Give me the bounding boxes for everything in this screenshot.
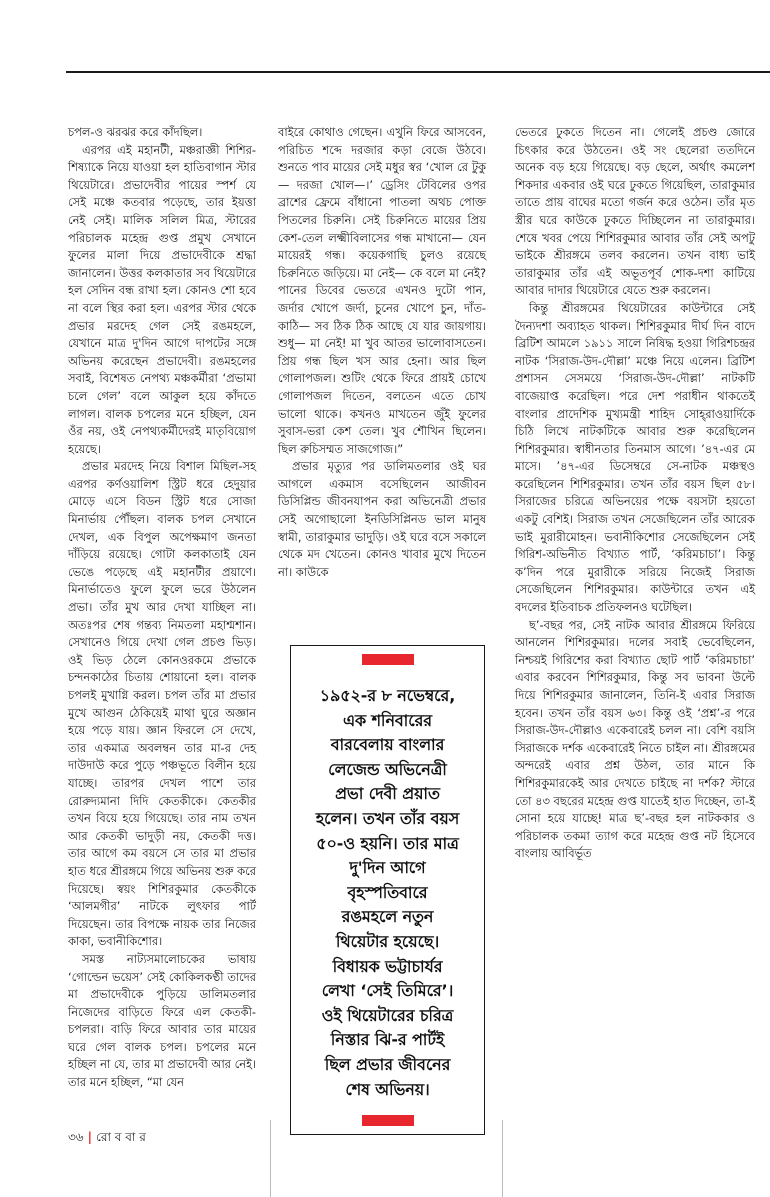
paragraph: এরপর এই মহানটী, মঞ্চরাজ্ঞী শিশির-শিষ্যাকে নিয়ে যাওয়া হল হাতিবাগান স্টার থিয়েটারে। প্রভাদেবীর পায়ের স্পর্শ যে সেই মঞ্চে কতবার পড়েছে, তার ইয়ত্তা নেই সেই। মালিক সলিল মিত্র, স্টারের পরিচালক মহেন্দ্র গুপ্ত প্রমুখ সেখানে ফুলের মালা দিয়ে প্রভাদেবীকে শ্রদ্ধা জানালেন। উত্তর কলকাতার সব থিয়েটারে হল সেদিন বন্ধ রাখা হল। কোনও শো হবে না বলে স্থির করা হল। এরপর স্টার থেকে প্রভার মরদেহ গেল সেই রঙমহলে, যেখানে মাত্র দু'দিন আগে দাপটের সঙ্গে অভিনয় করেছেন প্রভাদেবী। রঙমহলের সবাই, বিশেষত নেপথ্য মঞ্চকর্মীরা ‘প্রভামা চলে গেল’ বলে আকুল হয়ে কাঁদতে লাগল। বালক চপলের মনে হচ্ছিল, যেন ওঁর নয়, ওই নেপথ্যকর্মীদেরই মাতৃবিয়োগ হয়েছে। [68,142,256,456]
pull-quote-line: নিস্তার ঝি-র পার্টই [330,1030,445,1050]
pull-quote-text [295,684,480,1102]
pull-quote-line: বিধায়ক ভট্টাচার্যর [332,956,443,976]
pull-quote-line: ১৯৫২-র ৮ নভেম্বরে, [319,686,456,705]
pull-quote-line: হলেন। তখন তাঁর বয়স [315,808,460,828]
paragraph: কিন্তু শ্রীরঙ্গমের থিয়েটারের কাউন্টারে সেই দৈন্যদশা অব্যাহত থাকল। শিশিরকুমার দীর্ঘ দিন বাদে ব্রিটিশ আমলে ১৯১১ সালে নিষিদ্ধ হওয়া গিরিশচন্দ্রর নাটক ‘সিরাজ-উদ-দৌল্লা’ মঞ্চে নিয়ে এলেন। ব্রিটিশ প্রশাসন সেসময়ে ‘সিরাজ-উদ-দৌল্লা’ নাটকটি বাজেয়াপ্ত করেছিল। পরে দেশ পরাধীন থাকতেই বাংলার প্রাদেশিক মুখ্যমন্ত্রী শাহিদ সোহ্‌রাওয়ার্দিকে চিঠি লিখে নাটকটিকে আবার শুরু করেছিলেন শিশিরকুমার। স্বাধীনতার তিনমাস আগে। ’৪৭-এর মে মাসে। ’৪৭-এর ডিসেম্বরে সে-নাটক মঞ্চস্থও করেছিলেন শিশিরকুমার। তখন তাঁর বয়স ছিল ৫৮। সিরাজের চরিত্রে অভিনয়ের পক্ষে বয়সটা হয়তো একটু বেশিই। সিরাজ তখন সেজেছিলেন তাঁর আরেক ভাই মুরারীমোহন। ভবানীকিশোর সেজেছিলেন সেই গিরিশ-অভিনীত বিখ্যাত পার্ট, ‘করিমচাচা’। কিন্তু ক’দিন পরে মুরারীকে সরিয়ে নিজেই সিরাজ সেজেছিলেন শিশিরকুমার। কাউন্টারে তখন এই বদলের ইতিবাচক প্রতিফলনও ঘটেছিল। [515,300,755,615]
paragraph: ভেতরে ঢুকতে দিতেন না। গেলেই প্রচণ্ড জোরে চিৎকার করে উঠতেন। ওই সং ছেলেরা ততদিনে অনেক বড় হয়ে গিয়েছে। বড় ছেলে, অর্থাৎ কমলেশ শিকদার একবার ওই ঘরে ঢুকতে গিয়েছিল, তারাকুমার তাতে প্রায় বাঘের মতো গর্জন করে ওঠেন। তাঁর মৃত স্ত্রীর ঘরে কাউকে ঢুকতে দিচ্ছিলেন না তারাকুমার। শেষে খবর পেয়ে শিশিরকুমার আবার তাঁর সেই অপটু ভাইকে শ্রীরঙ্গমে তলব করলেন। তখন বাধ্য ভাই তারাকুমার তাঁর এই অভূতপূর্ব শোক-দশা কাটিয়ে আবার দাদার থিয়েটারে যেতে শুরু করলেন। [515,125,755,298]
pull-quote-bottom-accent [362,1115,414,1126]
pull-quote-line: বারবেলায় বাংলার [330,735,445,755]
pull-quote-line: বৃহস্পতিবারে [347,882,428,902]
pull-quote-line: শেষ অভিনয়। [345,1079,430,1099]
pull-quote-line: ছিল প্রভার জীবনের [324,1054,451,1074]
pull-quote-line: থিয়েটার হয়েছে। [335,931,440,951]
header-rule [66,71,770,73]
column-divider [270,1120,271,1197]
paragraph: সমস্ত নাট্যসমালোচকের ভাষায় ‘গোল্ডেন ভয়েস’ সেই কোকিলকণ্ঠী তাদের মা প্রভাদেবীকে পুড়িয়ে ডালিমতলার নিজেদের বাড়িতে ফিরে এল কেতকী-চপলরা। বাড়ি ফিরে আবার তার মায়ের ঘরে গেল বালক চপল। চপলের মনে হচ্ছিল না যে, তার মা প্রভাদেবী আর নেই। তার মনে হচ্ছিল, “মা যেন [68,951,256,1090]
paragraph: ছ’-বছর পর, সেই নাটক আবার শ্রীরঙ্গমে ফিরিয়ে আনলেন শিশিরকুমার। দলের সবাই ভেবেছিলেন, নিশ্চয়ই গিরিশের করা বিখ্যাত ছোট পার্ট ‘করিমচাচা’ এবার করবেন শিশিরকুমার, কিন্তু সব ভাবনা উল্টে দিয়ে শিশিরকুমার জানালেন, তিনি-ই এবার সিরাজ হবেন। তখন তাঁর বয়স ৬৩। কিন্তু ওই ‘প্রশ্ন’-র পরে সিরাজ-উদ-দৌল্লাও একেবারেই চলল না। বেশি বয়সি সিরাজকে দর্শক একেবারেই নিতে চাইল না। শ্রীরঙ্গমের অন্দরেই এবার প্রশ্ন উঠল, তার মানে কি শিশিরকুমারকেই আর দেখতে চাইছে না দর্শক? স্টারে তো ৪৩ বছরের মহেন্দ্র গুপ্ত যাতেই হাত দিচ্ছেন, তা-ই সোনা হয়ে যাচ্ছে! মাত্র ছ’-বছর হল নাটককার ও পরিচালক তকমা ত্যাগ করে মহেন্দ্র গুপ্ত নট হিসেবে বাংলায় আবির্ভূত [515,617,755,861]
pull-quote-line: ৫০-ও হয়নি। তার মাত্র [316,833,459,853]
pull-quote-line: দু'দিন আগে [349,858,426,878]
pull-quote-line: রঙমহলে নতুন [341,907,434,927]
pull-quote-line: লেখা ‘সেই তিমিরে’। [321,981,454,1001]
page-number: ৩৬ [68,1130,84,1144]
footer-separator: | [87,1130,92,1144]
text-column-1 [68,124,256,1092]
paragraph: বাইরে কোথাও গেছেন। এখুনি ফিরে আসবেন, পরিচিত শব্দে দরজার কড়া বেজে উঠবে। শুনতে পাব মায়ের সেই মধুর স্বর ‘খোল রে টুকু— দরজা খোল—।’ ড্রেসিং টেবিলের ওপর ব্রাশের ফ্রেমে বাঁধানো পাতলা অথচ পোক্ত পিতলের চিরুনি। সেই চিরুনিতে মায়ের প্রিয় কেশ-তেল লক্ষ্মীবিলাসের গন্ধ মাখানো— যেন মায়েরই গন্ধ। কয়েকগাছি চুলও রয়েছে চিরুনিতে জড়িয়ে। মা নেই— কে বলে মা নেই? পানের ডিবের ভেতরে এখনও দুটো পান, জর্দার খোপে জর্দা, চুনের খোপে চুন, দাঁত-কাঠি— সব ঠিক ঠিক আছে যে যার জায়গায়। শুধু— মা নেই! মা খুব আতর ভালোবাসতেন। প্রিয় গন্ধ ছিল খস আর হেনা। আর ছিল গোলাপজল। শুটিং থেকে ফিরে প্রায়ই চোখে গোলাপজল দিতেন, বলতেন এতে চোখ ভালো থাকে। কখনও মাখতেন জুঁই ফুলের সুবাস-ভরা কেশ তেল। খুব শৌখিন ছিলেন। ছিল রুচিসম্মত সাজগোজ।” [278,125,486,456]
text-column-2 [278,124,486,581]
magazine-name: রো ব বা র [96,1130,146,1144]
pull-quote-line: ওই থিয়েটারের চরিত্র [321,1005,454,1025]
pull-quote-box [290,645,485,1135]
column-divider [502,1120,503,1197]
paragraph: প্রভার মরদেহ নিয়ে বিশাল মিছিল-সহ এরপর কর্ণওয়ালিশ স্ট্রিট ধরে হেদুয়ার মোড়ে এসে বিডন স্ট্রিট ধরে সোজা মিনার্ভায় পৌঁছল। বালক চপল সেখানে দেখল, এক বিপুল অপেক্ষমাণ জনতা দাঁড়িয়ে রয়েছে। গোটা কলকাতাই যেন ভেঙে পড়েছে এই মহানটীর প্রয়াণে। মিনার্ভাতেও ফুলে ফুলে ভরে উঠলেন প্রভা। তাঁর মুখ আর দেখা যাচ্ছিল না। অতঃপর শেষ গন্তব্য নিমতলা মহাশ্মশান। সেখানেও গিয়ে দেখা গেল প্রচণ্ড ভিড়। ওই ভিড় ঠেলে কোনওরকমে প্রভাকে চন্দনকাঠের চিতায় শোয়ানো হল। বালক চপলই মুখাগ্নি করল। চপল তাঁর মা প্রভার মুখে আগুন ঠেকিয়েই মাথা ঘুরে অজ্ঞান হয়ে পড়ে যায়। জ্ঞান ফিরলে সে দেখে, তার একমাত্র অবলম্বন তার মা-র দেহ দাউদাউ করে পুড়ে পঞ্চভূতে বিলীন হয়ে যাচ্ছে। তারপর দেখল পাশে তার রোরুদ্যমানা দিদি কেতকীকে। কেতকীর তখন বিয়ে হয়ে গিয়েছে। তার নাম তখন আর কেতকী ভাদুড়ী নয়, কেতকী দত্ত। তার আগে কম বয়সে সে তার মা প্রভার হাত ধরে শ্রীরঙ্গমে গিয়ে অভিনয় শুরু করে দিয়েছে। স্বয়ং শিশিরকুমার কেতকীকে ‘আলমগীর’ নাটকে লুৎফার পার্ট দিয়েছেন। তার বিপক্ষে নায়ক তার নিজের কাকা, ভবানীকিশোর। [68,459,256,949]
page-footer [68,1129,146,1149]
pull-quote-line: এক শনিবারের [343,710,432,730]
paragraph: প্রভার মৃত্যুর পর ডালিমতলার ওই ঘর আগলে একমাস বসেছিলেন আজীবন ডিসিপ্লিন্ড জীবনযাপন করা অভিনেত্রী প্রভার সেই অগোছালো ইনডিসিপ্লিনড ভাল মানুষ স্বামী, তারাকুমার ভাদুড়ি। ওই ঘরে বসে সকালে থেকে মদ খেতেন। কোনও খাবার মুখে দিতেন না। কাউকে [278,459,486,579]
pull-quote-line: লেজেন্ড অভিনেত্রী [328,759,447,779]
pull-quote-top-accent [362,654,414,665]
text-column-3 [515,124,755,863]
paragraph: চপল-ও ঝরঝর করে কাঁদছিল। [68,125,203,139]
pull-quote-line: প্রভা দেবী প্রয়াত [335,784,440,804]
